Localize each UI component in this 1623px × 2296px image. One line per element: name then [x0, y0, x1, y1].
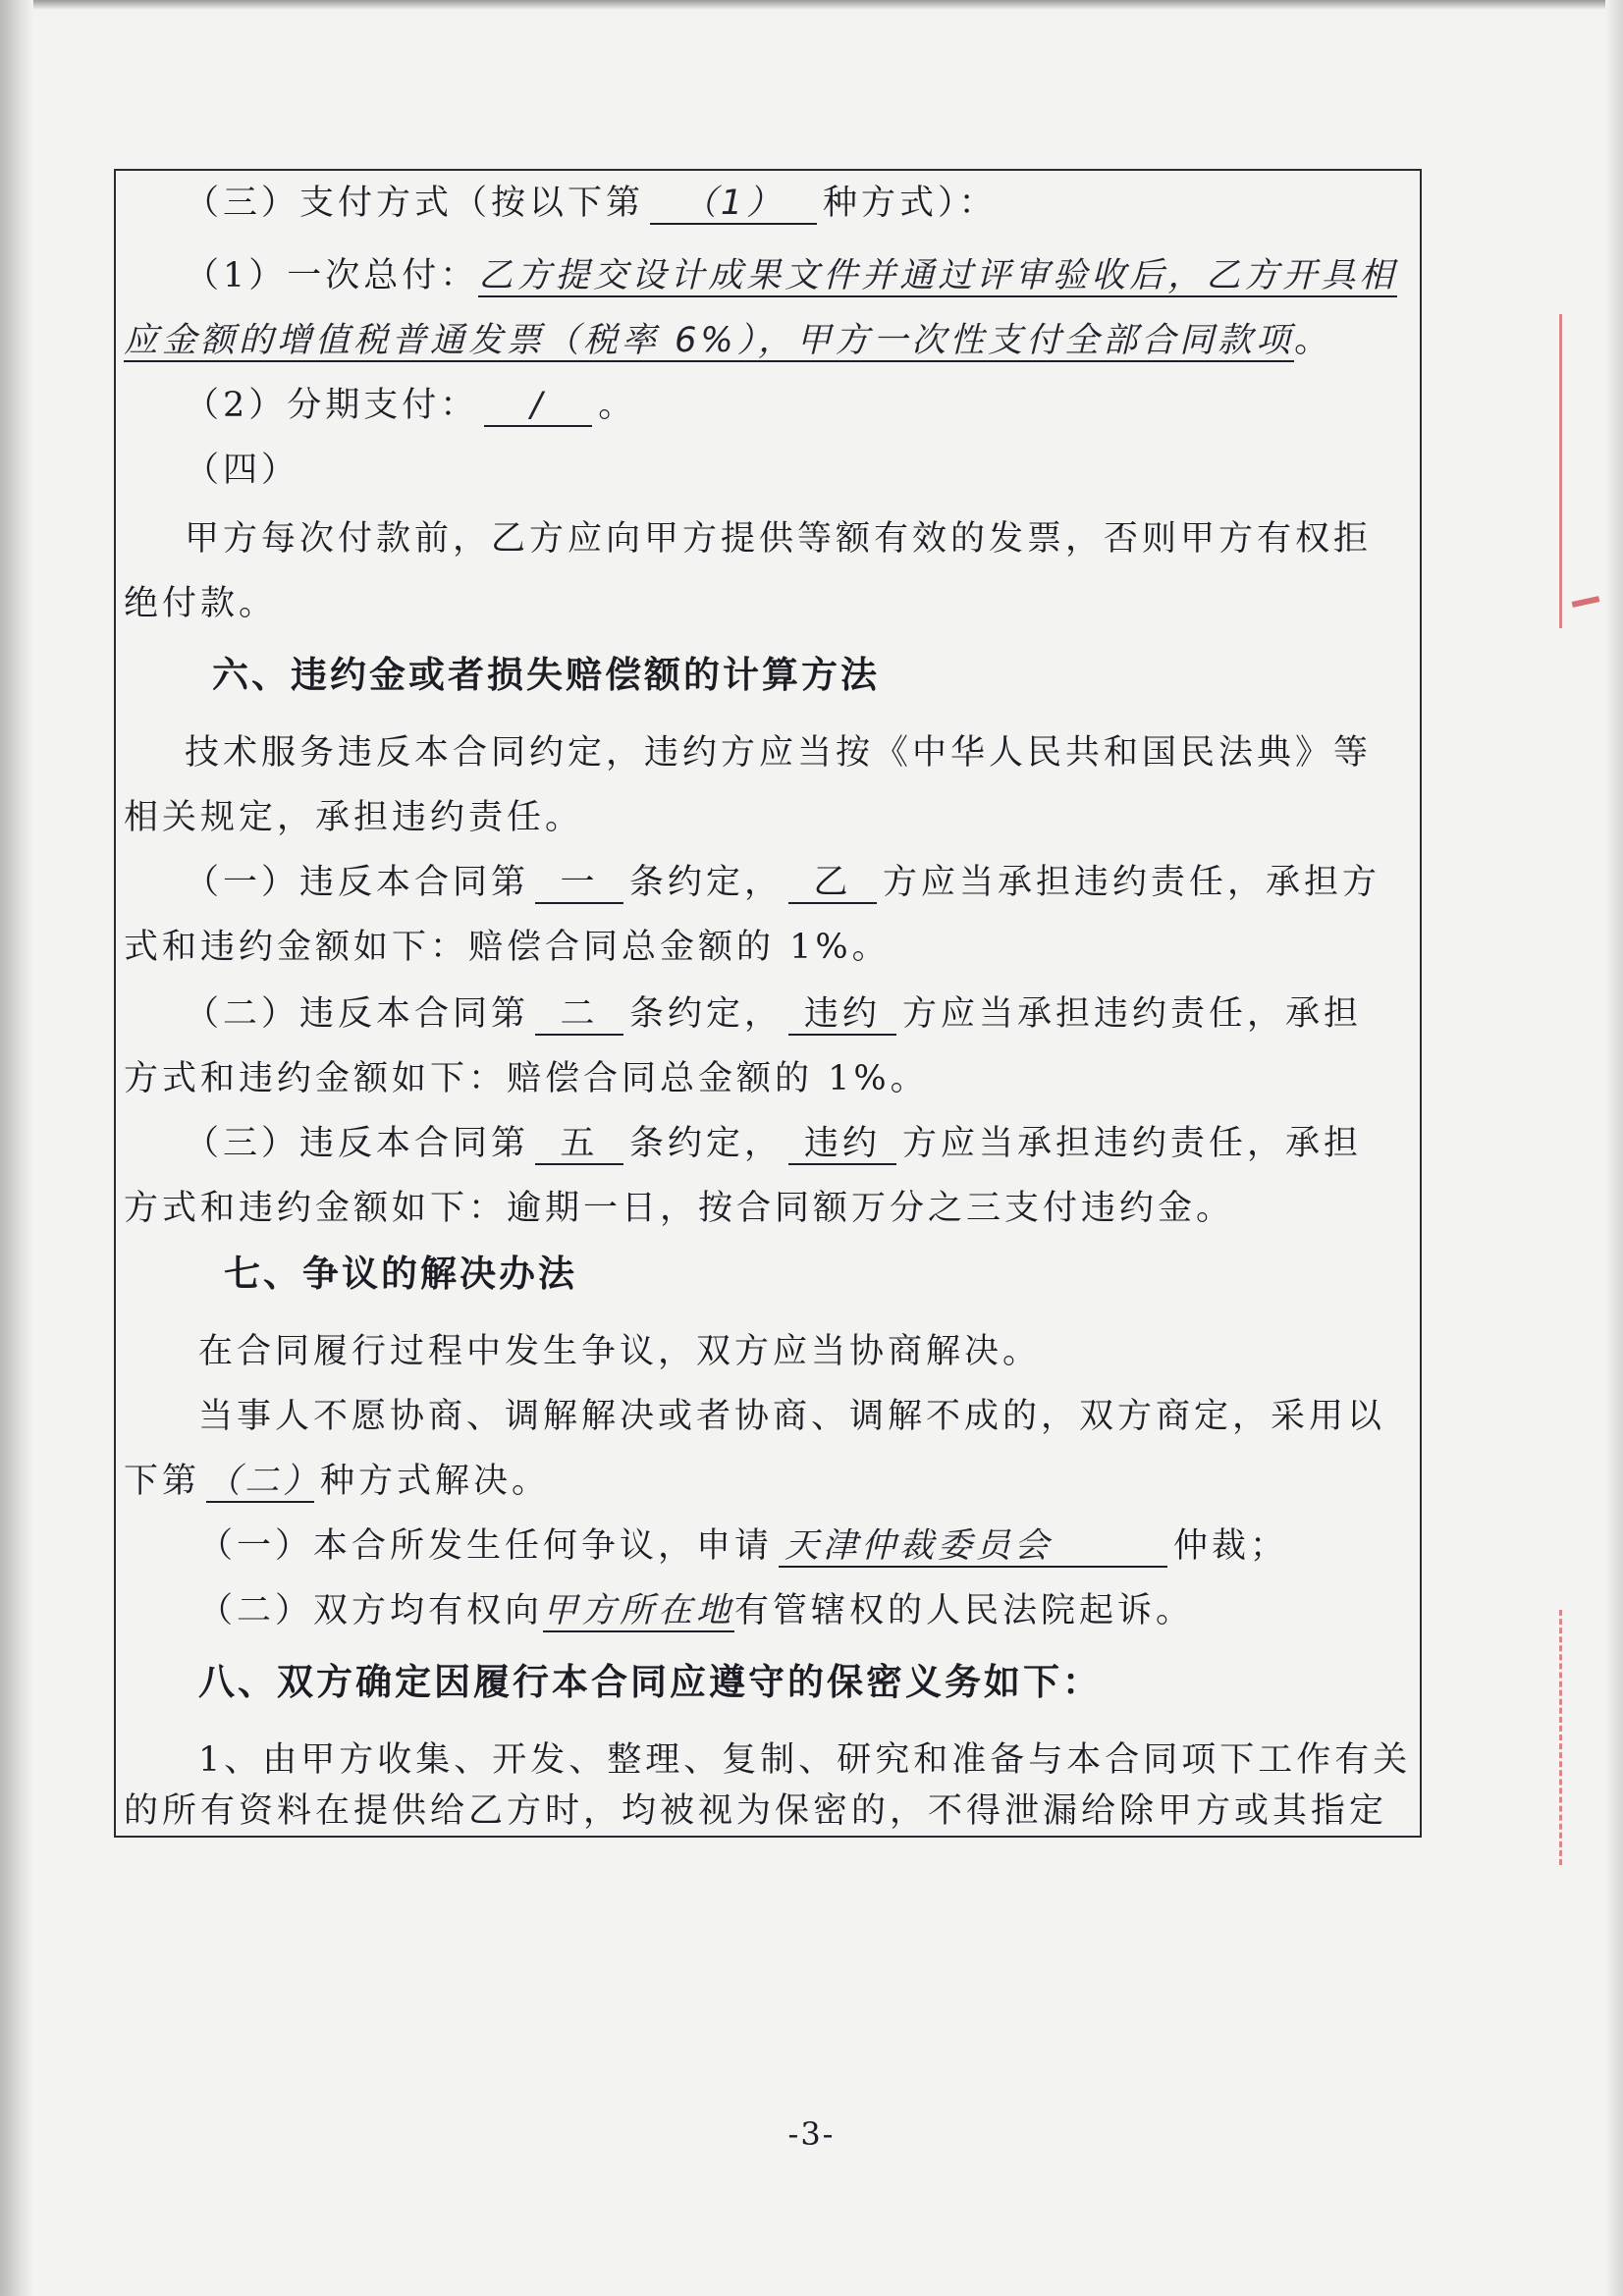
- breach-item-1-article: 一: [535, 863, 623, 904]
- breach-item-2-party: 违约: [788, 994, 896, 1036]
- section-7-heading: 七、争议的解决办法: [224, 1253, 577, 1295]
- breach-item-3: （三）违反本合同第 五 条约定， 违约 方应当承担违约责任，承担: [185, 1124, 1363, 1163]
- page-edge-top: [0, 0, 1623, 10]
- page-number: -3-: [787, 2115, 836, 2153]
- section-6-intro-line-1: 技术服务违反本合同约定，违约方应当按《中华人民共和国民法典》等: [185, 733, 1373, 773]
- installment-value: /: [484, 386, 592, 427]
- payment-method-line: （三）支付方式（按以下第 （1） 种方式）：: [185, 184, 998, 223]
- breach-item-1-line-2: 式和违约金额如下：赔偿合同总金额的 1%。: [124, 928, 891, 967]
- lump-sum-text-1: 乙方提交设计成果文件并通过评审验收后，乙方开具相: [478, 256, 1398, 295]
- breach-item-1-party: 乙: [788, 863, 877, 904]
- contract-text-frame: [114, 169, 1422, 1838]
- section-7-para-1: 在合同履行过程中发生争议，双方应当协商解决。: [198, 1332, 1042, 1371]
- litigation-option: （二）双方均有权向甲方所在地有管辖权的人民法院起诉。: [198, 1591, 1195, 1630]
- arbitration-body: 天津仲裁委员会: [779, 1526, 1167, 1568]
- invoice-note-line-2: 绝付款。: [124, 584, 278, 623]
- breach-item-2-line-2: 方式和违约金额如下：赔偿合同总金额的 1%。: [124, 1059, 929, 1098]
- dispute-choice-value: （二）: [206, 1462, 322, 1501]
- invoice-note-line-1: 甲方每次付款前，乙方应向甲方提供等额有效的发票，否则甲方有权拒: [185, 519, 1373, 559]
- payment-method-choice: （1）: [650, 184, 817, 225]
- section-6-intro-line-2: 相关规定，承担违约责任。: [124, 798, 584, 837]
- breach-item-2-article: 二: [535, 994, 623, 1036]
- seal-stamp-fragment-lower: [1559, 1610, 1609, 1865]
- confidentiality-line-1: 1、由甲方收集、开发、整理、复制、研究和准备与本合同项下工作有关: [198, 1740, 1412, 1780]
- dispute-choice-line: 下第 （二）种方式解决。: [124, 1462, 551, 1501]
- arbitration-option: （一）本合所发生任何争议，申请 天津仲裁委员会 仲裁；: [198, 1526, 1289, 1566]
- lump-sum-line-2: 应金额的增值税普通发票（税率 6%），甲方一次性支付全部合同款项。: [124, 321, 1333, 360]
- lump-sum-text-2: 应金额的增值税普通发票（税率 6%），甲方一次性支付全部合同款项: [124, 321, 1295, 360]
- item-four: （四）: [185, 451, 300, 490]
- page-edge-left: [0, 0, 33, 2296]
- seal-stamp-fragment-upper: [1559, 314, 1609, 628]
- breach-item-1: （一）违反本合同第 一 条约定， 乙 方应当承担违约责任，承担方: [185, 863, 1381, 902]
- breach-item-3-line-2: 方式和违约金额如下：逾期一日，按合同额万分之三支付违约金。: [124, 1189, 1235, 1228]
- section-8-heading: 八、双方确定因履行本合同应遵守的保密义务如下：: [198, 1661, 1102, 1703]
- litigation-venue: 甲方所在地: [543, 1591, 735, 1630]
- section-7-para-2: 当事人不愿协商、调解解决或者协商、调解不成的，双方商定，采用以: [198, 1397, 1386, 1436]
- lump-sum-line-1: （1）一次总付：乙方提交设计成果文件并通过评审验收后，乙方开具相: [185, 256, 1398, 295]
- breach-item-2: （二）违反本合同第 二 条约定， 违约 方应当承担违约责任，承担: [185, 994, 1363, 1034]
- breach-item-3-article: 五: [535, 1124, 623, 1165]
- breach-item-3-party: 违约: [788, 1124, 896, 1165]
- installment-line: （2）分期支付： / 。: [185, 386, 637, 425]
- section-6-heading: 六、违约金或者损失赔偿额的计算方法: [212, 654, 880, 696]
- confidentiality-line-2: 的所有资料在提供给乙方时，均被视为保密的，不得泄漏给除甲方或其指定: [124, 1791, 1388, 1831]
